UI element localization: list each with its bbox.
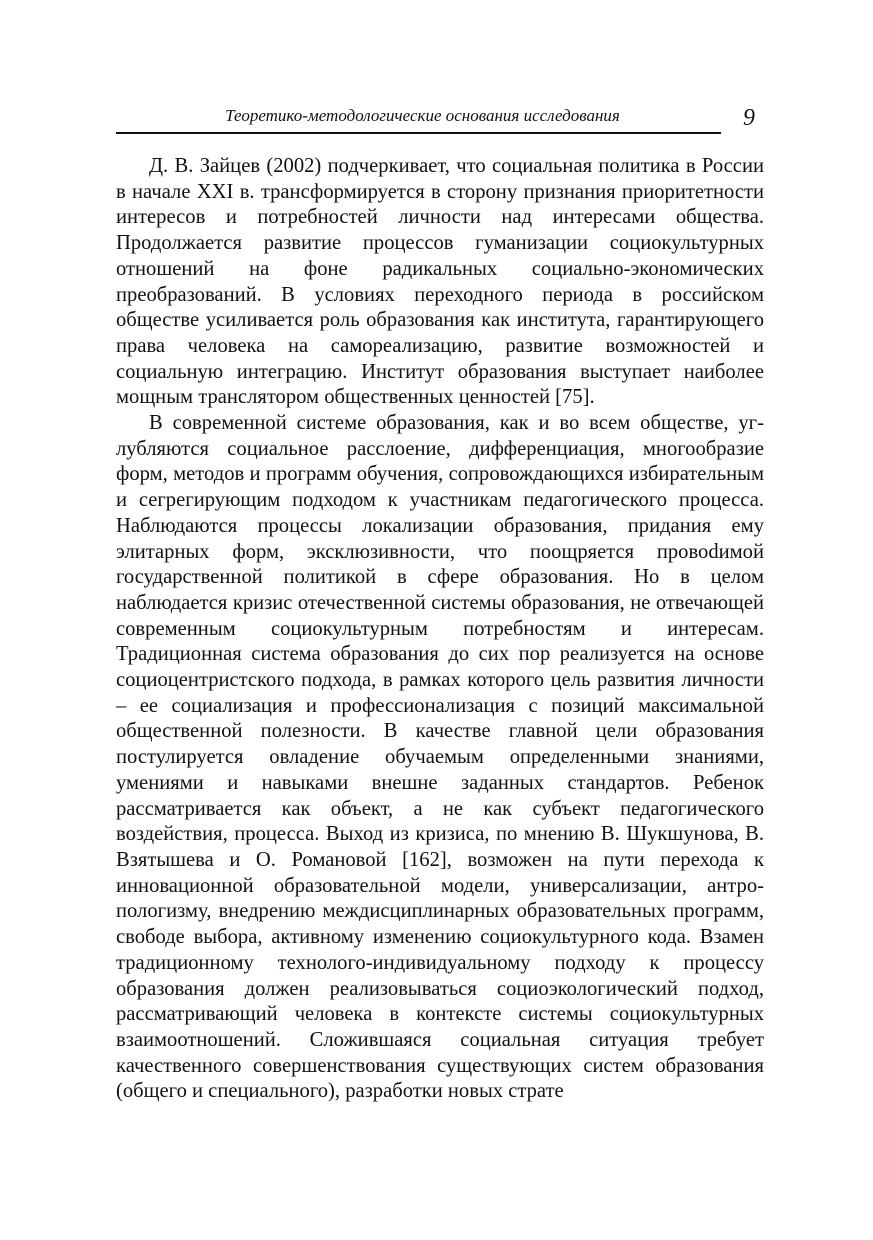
- running-header-title: Теоретико-методологические основания исследования: [225, 106, 620, 125]
- body-text: [116, 154, 764, 1105]
- paragraph: В современной системе образования, как и во всем обществе, углубляются социальное расслоение, дифференциация, многообразие форм, методов и программ обучения, сопровождающихся избирательным и сегрегирующим подходом к участникам педагогического процесса. Наблюдаются процессы локализации образования, придания ему элитарных форм, эксклюзивности, что поощряется провоdимой государственной политикой в сфере образования. Но в целом наблюдается кризис отечественной системы образования, не отвечающей современным социокультурным потребностям и интересам. Традиционная система образования до сих пор реализуется на основе социоцентристского подхода, в рамках которого цель развития личности – ее социализация и профессионализация с позиций максимальной общественной полезности. В качестве главной цели образования постулируется овладение обучаемым определенными знаниями, умениями и навыками внешне заданных стандартов. Ребенок рассматривается как объект, а не как субъект педагогического воздействия, процесса. Выход из кризиса, по мнению В. Шукшунова, В. Взятышева и О. Романовой [162], возможен на пути перехода к инновационной образовательной модели, универсализации, антропологизму, внедрению междисциплинарных образовательных программ, свободе выбора, активному изменению социокультурного кода. Взамен традиционному технолого-индивидуальному подходу к процессу образования должен реализовываться социоэкологический подход, рассматривающий человека в контексте системы социокультурных взаимоотношений. Сложившаяся социальная ситуация требует качественного совершенствования существующих систем образования (общего и специального), разработки новых страте: [116, 412, 764, 1103]
- running-header: [116, 104, 721, 134]
- paragraph: Д. В. Зайцев (2002) подчеркивает, что социальная политика в России в начале XXI в. трансформируется в сторону признания приоритетности интересов и потребностей личности над интересами общества. Продолжается развитие процессов гуманизации социокультурных отношений на фоне радикальных социально-экономических преобразований. В условиях переходного периода в российском обществе усиливается роль образования как института, гарантирующего права человека на самореализацию, развитие возможностей и социальную интеграцию. Институт образования выступает наиболее мощным транслятором общественных ценностей [75].: [116, 155, 764, 409]
- page-number: 9: [743, 105, 755, 131]
